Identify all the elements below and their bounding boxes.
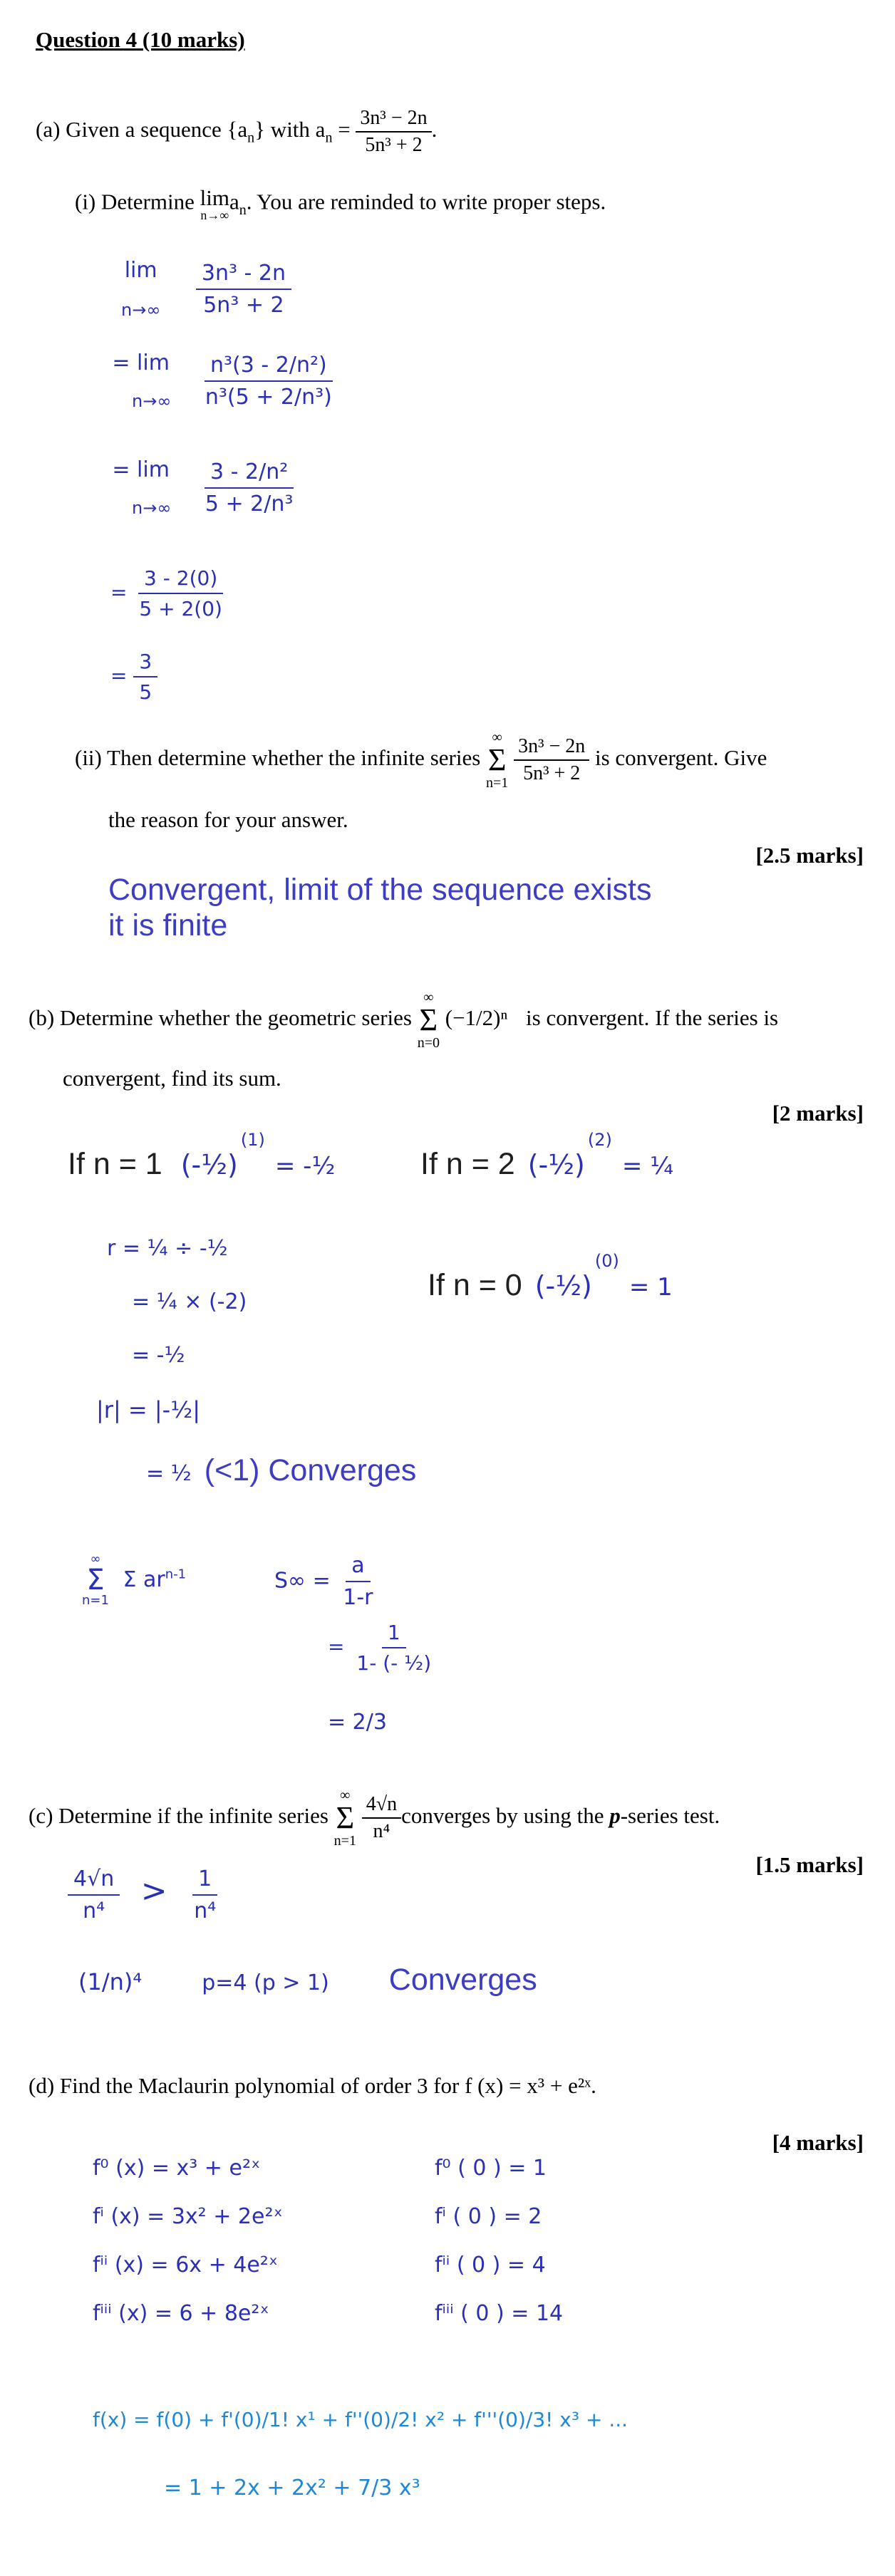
ratio-step2: = ¼ × (-2) — [132, 1289, 247, 1314]
part-c-marks: [1.5 marks] — [755, 1852, 864, 1877]
derivative-0: f⁰ (x) = x³ + e²ˣ — [93, 2156, 261, 2181]
p-series-result: (1/n)⁴ p=4 (p > 1) Converges — [78, 1963, 537, 1997]
geometric-term: (−1/2)ⁿ — [445, 1005, 508, 1031]
work-step1: lim n→∞ $\frac{\text{3n³ - 2n}}{\text{5n³ + 2}}$ — [121, 260, 291, 318]
if-n1: If n = 1 (-½) (1) = -½ — [68, 1130, 336, 1181]
part-a-ii-line2: the reason for your answer. — [108, 807, 348, 832]
part-a-marks: [2.5 marks] — [755, 843, 864, 868]
part-c-prompt: (c) Determine if the infinite series ∞ Σ n=1 $\frac{4√n}{\text{n⁴}}$ converges by using the p-series test. — [29, 1787, 720, 1849]
part-a-i-prompt: (i) Determine lim n→∞ $a_n$. You are reminded to write proper steps. — [75, 185, 606, 222]
part-b-marks: [2 marks] — [772, 1101, 864, 1126]
work-step5: = $\frac{3}{5}$ — [110, 650, 157, 704]
derivative-3: fⁱⁱⁱ (x) = 6 + 8e²ˣ — [93, 2301, 269, 2326]
derivative-2: fⁱⁱ (x) = 6x + 4e²ˣ — [93, 2253, 279, 2278]
part-a-intro-mid: } with a — [254, 117, 326, 142]
part-b-prompt: (b) Determine whether the geometric series ∞ Σ n=0 (−1/2)ⁿ is convergent. If the series is — [29, 990, 779, 1051]
part-d-prompt: (d) Find the Maclaurin polynomial of order 3 for f (x) = x³ + e²ˣ. — [29, 2073, 596, 2098]
part-a-answer-line1: Convergent, limit of the sequence exists — [108, 873, 652, 907]
work-step4: = $\frac{3 - 2(0)}{5 + 2(0)}$ — [110, 566, 228, 620]
sum-result: = 2/3 — [328, 1710, 387, 1735]
maclaurin-result: = 1 + 2x + 2x² + 7/3 x³ — [164, 2476, 420, 2500]
value-0: f⁰ ( 0 ) = 1 — [435, 2156, 547, 2181]
sum-to-infinity: S∞ = $\frac{a}{1-r}$ — [274, 1553, 373, 1610]
part-d-marks: [4 marks] — [772, 2130, 864, 2155]
geometric-sum-formula: ∞ Σ n=1 Σ $ar^{n-1}$ — [82, 1552, 187, 1608]
question-heading: Question 4 (10 marks) — [36, 27, 245, 52]
sum-step2: = $\frac{1}{\text{1- (- ½)}}$ — [328, 1621, 432, 1675]
sigma-symbol: ∞ Σ n=1 — [486, 729, 509, 791]
value-2: fⁱⁱ ( 0 ) = 4 — [435, 2253, 546, 2278]
part-a-answer-line2: it is finite — [108, 908, 228, 942]
step3-fraction: $\frac{\text{3 - 2/n²}}{\text{5 + 2/n³}}$ — [205, 459, 294, 516]
if-n2: If n = 2 (-½) (2) = ¼ — [420, 1130, 674, 1181]
step1-fraction: $\frac{\text{3n³ - 2n}}{\text{5n³ + 2}}$ — [196, 261, 291, 318]
work-step2: = lim n→∞ $\frac{\text{n³(3 - 2/n²)}}{\text{n³(5 + 2/n³)}}$ — [110, 353, 338, 410]
step5-fraction: $\frac{3}{5}$ — [133, 650, 157, 704]
sequence-formula-denominator: 5n³ + 2 — [365, 134, 423, 156]
ratio-step3: = -½ — [132, 1343, 185, 1368]
part-a-intro: (a) Given a sequence {a — [36, 117, 248, 142]
sequence-formula-numerator: 3n³ − 2n — [356, 107, 431, 133]
if-n0: If n = 0 (-½) (0) = 1 — [428, 1251, 673, 1302]
derivative-1: fⁱ (x) = 3x² + 2e²ˣ — [93, 2204, 283, 2229]
abs-r-step1: |r| = |-½| — [96, 1396, 200, 1423]
part-a-intro-sub: n — [247, 130, 255, 146]
value-3: fⁱⁱⁱ ( 0 ) = 14 — [435, 2301, 564, 2326]
derivative-list — [93, 2144, 283, 2338]
part-b-line2: convergent, find its sum. — [63, 1066, 281, 1091]
limit-notation: lim n→∞ — [200, 185, 229, 222]
work-step3: = lim n→∞ $\frac{\text{3 - 2/n²}}{\text{5 + 2/n³}}$ — [110, 459, 299, 516]
sequence-formula — [356, 107, 431, 157]
step2-fraction: $\frac{\text{n³(3 - 2/n²)}}{\text{n³(5 + 2/n³)}}$ — [205, 353, 332, 410]
value-1: fⁱ ( 0 ) = 2 — [435, 2204, 542, 2229]
comparison: $\frac{4√n}{\text{n⁴}}$ > $\frac{1}{\text{n⁴}}$ — [68, 1866, 222, 1923]
derivative-values — [435, 2144, 563, 2338]
abs-r-step2: = ½ (<1) Converges — [146, 1453, 417, 1487]
part-a-prompt: (a) Given a sequence $\{a_n\}$ with $a_n$ = $\frac{\text{3n³ − 2n}}{\text{5n³ + 2}}$ . — [36, 107, 438, 156]
step4-fraction: $\frac{3 - 2(0)}{5 + 2(0)}$ — [139, 566, 222, 620]
ratio-step1: r = ¼ ÷ -½ — [107, 1236, 228, 1261]
part-a-ii-prompt: (ii) Then determine whether the infinite series ∞ Σ n=1 $\frac{\text{3n³ − 2n}}{\text{5n³ + 2}}$ is convergent. Give — [75, 729, 767, 791]
maclaurin-series: f(x) = f(0) + f'(0)/1! x¹ + f''(0)/2! x² + f'''(0)/3! x³ + ... — [93, 2408, 628, 2431]
